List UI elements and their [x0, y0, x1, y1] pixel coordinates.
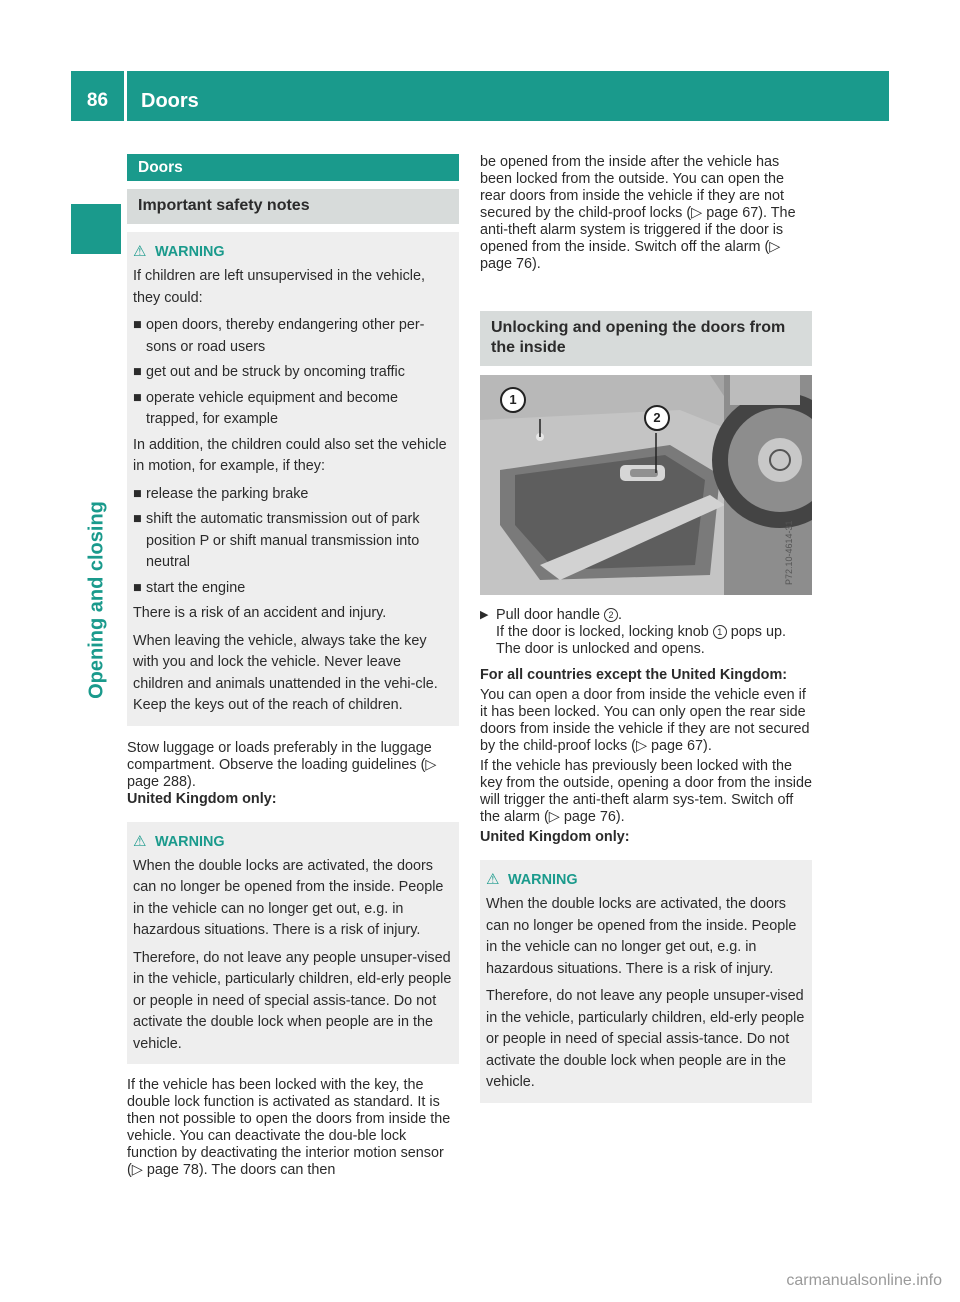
warning-triangle-icon: ⚠ [486, 871, 500, 888]
subsection-title-safety: Important safety notes [127, 189, 459, 224]
door-interior-photo [480, 375, 812, 595]
ref-number-1: 1 [713, 625, 727, 639]
warning-text: Therefore, do not leave any people unsuper-vised in the vehicle, particularly children, eld-erly people or people in need of special assis-tance. Do not activate the double lock when people are in the vehicle. [133, 949, 452, 1052]
all-countries-heading: For all countries except the United Kingdom: [480, 667, 788, 683]
warning-text: When the double locks are activated, the doors can no longer be opened from the inside. People in the vehicle can no longer get out, e.g. in hazardous situations. There is a risk of injury. [486, 896, 797, 977]
bullet-icon: ■ [133, 485, 142, 502]
chapter-label: Opening and closing [85, 501, 108, 699]
warning-heading [133, 242, 453, 262]
warning-triangle-icon: ⚠ [133, 832, 147, 850]
bullet-icon: ■ [133, 317, 142, 333]
warning-heading [486, 870, 806, 890]
watermark: carmanualsonline.info [786, 1272, 942, 1289]
list-item: ■ start the engine [133, 578, 453, 600]
warning-text: Therefore, do not leave any people unsuper-vised in the vehicle, particularly children, eld-erly people or people in need of special assis-tance. Do not activate the double lock when people are in the vehicle. [486, 988, 805, 1090]
warning-box-double-lock [127, 822, 459, 1065]
bullet-icon: ■ [133, 579, 142, 596]
warning-list-2 [133, 484, 453, 600]
callout-1: 1 [500, 387, 526, 413]
page-title: Doors [141, 90, 199, 112]
continued-text: be opened from the inside after the vehicle has been locked from the outside. You can open the rear doors from inside the vehicle if they are not secured by the child-proof locks (▷ page 67). The anti-theft alarm system is triggered if the door is opened from the inside. Switch off the alarm (▷ page 76). [480, 154, 796, 272]
warning-intro: If children are left unsupervised in the vehicle, they could: [133, 268, 425, 306]
list-item: ■ release the parking brake [133, 484, 453, 506]
uk-only-heading: United Kingdom only: [480, 829, 630, 845]
all-countries-text: You can open a door from inside the vehicle even if it has been locked. You can only open the rear side doors from inside the vehicle if they are not secured by the child-proof locks (▷ page 67). [480, 687, 810, 754]
warning-label: WARNING [508, 872, 578, 888]
warning-box-children [127, 232, 459, 726]
previously-locked-text: If the vehicle has previously been locked with the key from the outside, opening a door from the inside will trigger the anti-theft alarm sys-tem. Switch off the alarm (▷ page 76). [480, 758, 812, 825]
stow-luggage-text: Stow luggage or loads preferably in the luggage compartment. Observe the loading guidelines (▷ page 288). [127, 739, 437, 790]
door-illustration [480, 375, 812, 595]
bullet-icon: ■ [133, 389, 142, 406]
warning-advice: When leaving the vehicle, always take the key with you and lock the vehicle. Never leave children and animals unattended in the vehi-cle. Keep the keys out of the reach of children. [133, 632, 438, 713]
list-item: ■ shift the automatic transmission out of park position P or shift manual transmission into neutral [133, 511, 420, 570]
image-code: P72.10-4614-31 [784, 520, 794, 585]
warning-heading [133, 832, 453, 852]
warning-list [133, 315, 453, 431]
header-divider [124, 71, 127, 121]
list-item: ■ get out and be struck by oncoming traffic [133, 362, 453, 384]
right-column [480, 154, 812, 1103]
ref-number-2: 2 [604, 608, 618, 622]
double-lock-text: If the vehicle has been locked with the key, the double lock function is activated as standard. It is then not possible to open the doors from inside the vehicle. You can deactivate the dou-ble lock function by deactivating the interior motion sensor (▷ page 78). The doors can then [127, 1077, 451, 1178]
warning-box-double-lock-2 [480, 860, 812, 1103]
warning-label: WARNING [155, 244, 225, 260]
bullet-icon: ■ [133, 511, 142, 527]
warning-label: WARNING [155, 833, 225, 850]
step-arrow-icon: ▶ [480, 609, 489, 621]
uk-only-heading: United Kingdom only: [127, 790, 277, 807]
bullet-icon: ■ [133, 364, 142, 380]
callout-2: 2 [644, 405, 670, 431]
left-column [127, 154, 459, 1179]
warning-middle: In addition, the children could also set the vehicle in motion, for example, if they: [133, 436, 447, 474]
chapter-tab-marker [71, 204, 121, 254]
step-pull-handle: ▶ Pull door handle 2 . If the door is locked, locking knob 1 pops up. The door is unlocked and opens. [480, 607, 787, 657]
page-number: 86 [86, 90, 109, 111]
section-title-doors: Doors [127, 154, 459, 181]
list-item: ■ operate vehicle equipment and become trapped, for example [133, 389, 399, 427]
warning-risk: There is a risk of an accident and injury. [133, 605, 387, 621]
warning-text: When the double locks are activated, the doors can no longer be opened from the inside. People in the vehicle can no longer get out, e.g. in hazardous situations. There is a risk of injury. [133, 857, 444, 938]
list-item: ■ open doors, thereby endangering other per-sons or road users [133, 317, 425, 355]
section-title-unlocking: Unlocking and opening the doors from the inside [480, 311, 812, 366]
warning-triangle-icon: ⚠ [133, 243, 147, 260]
